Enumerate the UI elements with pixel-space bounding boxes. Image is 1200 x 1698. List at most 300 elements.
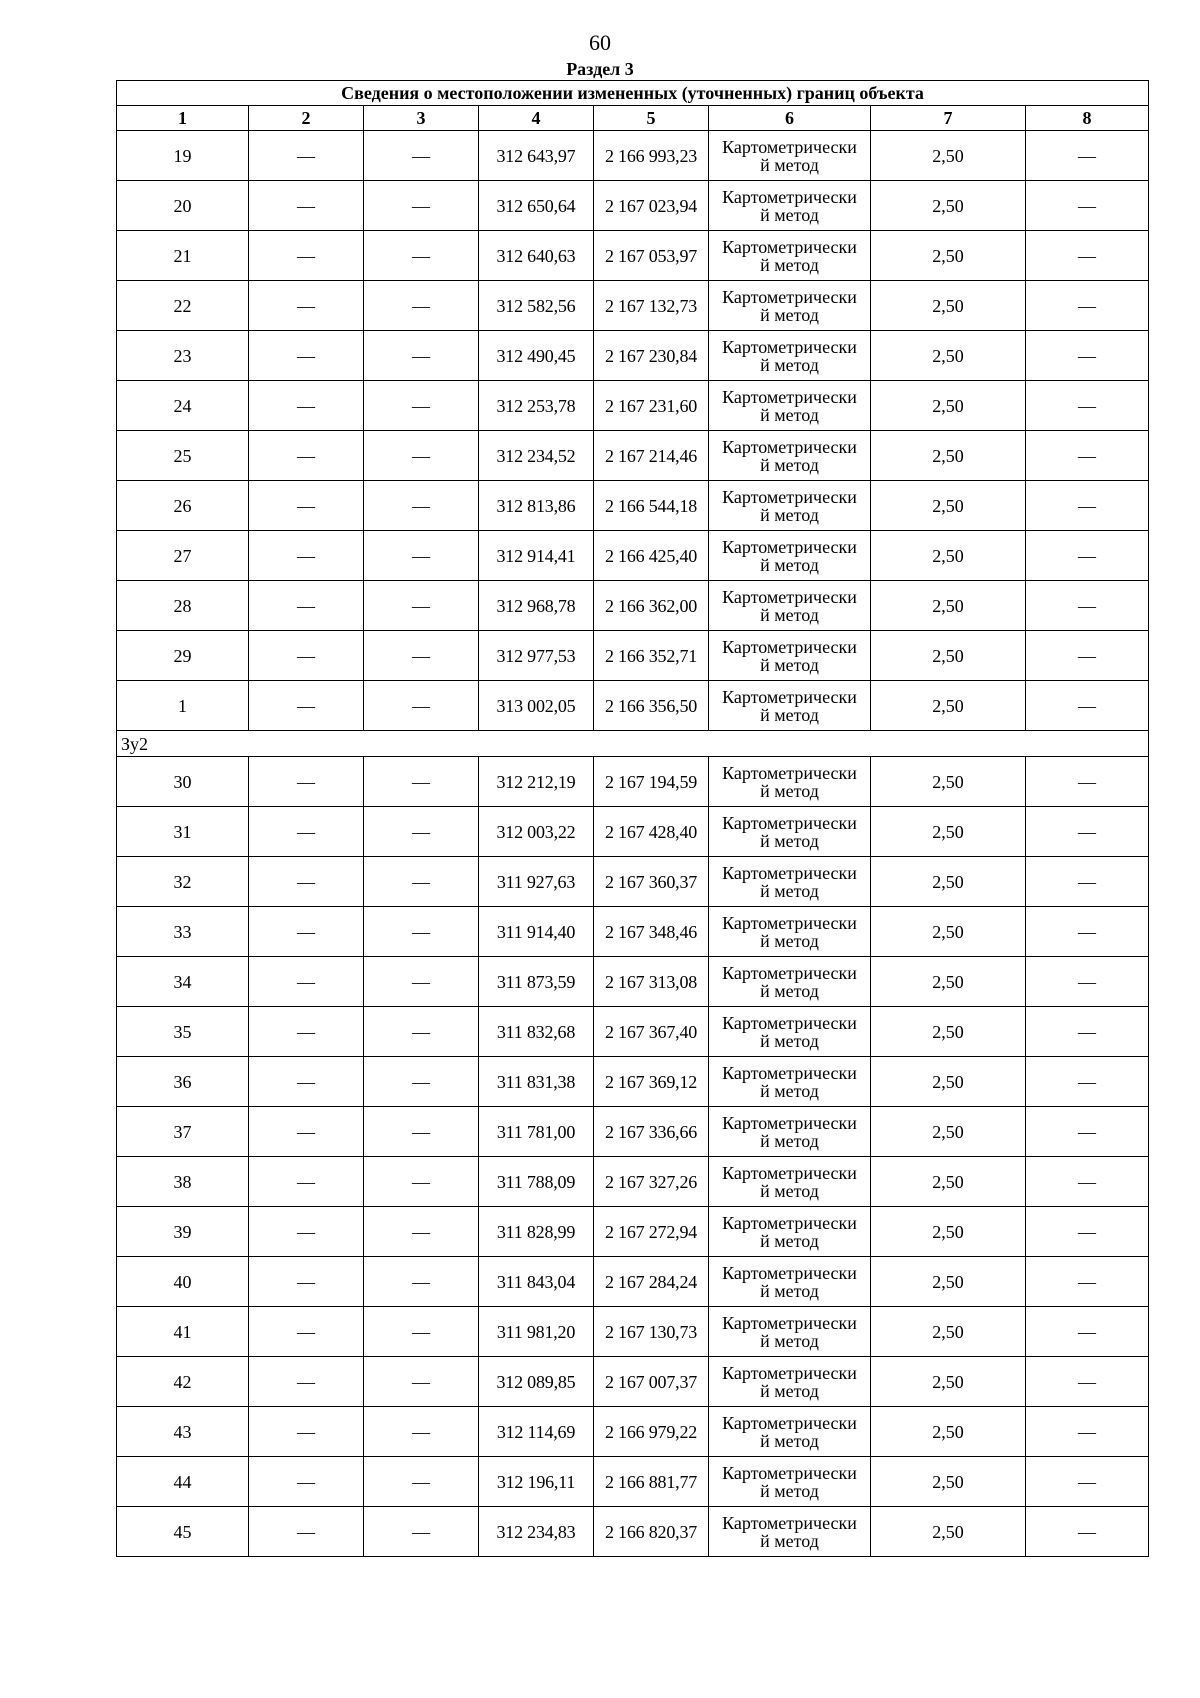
method-text-line1: Картометрически bbox=[722, 1512, 857, 1533]
empty-dash-cell: — bbox=[1026, 231, 1149, 281]
method-text-line1: Картометрически bbox=[722, 486, 857, 507]
empty-dash-cell: — bbox=[249, 431, 364, 481]
y-coordinate-cell: 2 166 979,22 bbox=[594, 1407, 709, 1457]
x-coordinate-cell: 312 003,22 bbox=[479, 807, 594, 857]
y-coordinate-cell: 2 166 352,71 bbox=[594, 631, 709, 681]
method-text-line1: Картометрически bbox=[722, 136, 857, 157]
method-cell bbox=[709, 231, 871, 281]
method-text-line2: й метод bbox=[760, 880, 819, 901]
empty-dash-cell: — bbox=[364, 131, 479, 181]
x-coordinate-cell: 311 873,59 bbox=[479, 957, 594, 1007]
empty-dash-cell: — bbox=[364, 431, 479, 481]
accuracy-cell: 2,50 bbox=[871, 331, 1026, 381]
method-cell bbox=[709, 131, 871, 181]
group-label-row bbox=[117, 731, 1149, 757]
y-coordinate-cell: 2 167 230,84 bbox=[594, 331, 709, 381]
point-number-cell: 20 bbox=[117, 181, 249, 231]
y-coordinate-cell: 2 167 194,59 bbox=[594, 757, 709, 807]
method-cell bbox=[709, 181, 871, 231]
empty-dash-cell: — bbox=[1026, 1107, 1149, 1157]
empty-dash-cell: — bbox=[249, 1057, 364, 1107]
method-text-line2: й метод bbox=[760, 154, 819, 175]
y-coordinate-cell: 2 167 053,97 bbox=[594, 231, 709, 281]
empty-dash-cell: — bbox=[364, 581, 479, 631]
empty-dash-cell: — bbox=[1026, 1307, 1149, 1357]
method-cell bbox=[709, 907, 871, 957]
method-cell bbox=[709, 857, 871, 907]
y-coordinate-cell: 2 166 993,23 bbox=[594, 131, 709, 181]
empty-dash-cell: — bbox=[364, 181, 479, 231]
empty-dash-cell: — bbox=[1026, 1407, 1149, 1457]
method-cell bbox=[709, 1407, 871, 1457]
table-row bbox=[117, 1357, 1149, 1407]
empty-dash-cell: — bbox=[364, 857, 479, 907]
method-text-line2: й метод bbox=[760, 704, 819, 725]
method-text-line1: Картометрически bbox=[722, 1262, 857, 1283]
method-text-line2: й метод bbox=[760, 830, 819, 851]
table-caption: Сведения о местоположении измененных (уточненных) границ объекта bbox=[117, 81, 1149, 106]
method-text-line1: Картометрически bbox=[722, 1412, 857, 1433]
x-coordinate-cell: 312 196,11 bbox=[479, 1457, 594, 1507]
empty-dash-cell: — bbox=[364, 1307, 479, 1357]
empty-dash-cell: — bbox=[364, 1357, 479, 1407]
empty-dash-cell: — bbox=[249, 381, 364, 431]
empty-dash-cell: — bbox=[249, 1357, 364, 1407]
column-header: 5 bbox=[594, 106, 709, 131]
method-cell bbox=[709, 631, 871, 681]
empty-dash-cell: — bbox=[364, 757, 479, 807]
table-row bbox=[117, 1107, 1149, 1157]
column-header-row bbox=[117, 106, 1149, 131]
table-body bbox=[117, 81, 1149, 1557]
point-number-cell: 24 bbox=[117, 381, 249, 431]
point-number-cell: 32 bbox=[117, 857, 249, 907]
method-text-line1: Картометрически bbox=[722, 1362, 857, 1383]
accuracy-cell: 2,50 bbox=[871, 1107, 1026, 1157]
point-number-cell: 42 bbox=[117, 1357, 249, 1407]
method-text-line1: Картометрически bbox=[722, 536, 857, 557]
method-cell bbox=[709, 1357, 871, 1407]
empty-dash-cell: — bbox=[1026, 1257, 1149, 1307]
table-row bbox=[117, 1007, 1149, 1057]
method-cell bbox=[709, 1057, 871, 1107]
y-coordinate-cell: 2 167 428,40 bbox=[594, 807, 709, 857]
method-cell bbox=[709, 1507, 871, 1557]
empty-dash-cell: — bbox=[1026, 1157, 1149, 1207]
boundary-table bbox=[116, 80, 1149, 1557]
accuracy-cell: 2,50 bbox=[871, 1357, 1026, 1407]
empty-dash-cell: — bbox=[364, 1207, 479, 1257]
empty-dash-cell: — bbox=[1026, 381, 1149, 431]
accuracy-cell: 2,50 bbox=[871, 231, 1026, 281]
x-coordinate-cell: 312 914,41 bbox=[479, 531, 594, 581]
accuracy-cell: 2,50 bbox=[871, 1007, 1026, 1057]
accuracy-cell: 2,50 bbox=[871, 581, 1026, 631]
empty-dash-cell: — bbox=[364, 531, 479, 581]
y-coordinate-cell: 2 166 425,40 bbox=[594, 531, 709, 581]
empty-dash-cell: — bbox=[1026, 681, 1149, 731]
x-coordinate-cell: 312 490,45 bbox=[479, 331, 594, 381]
point-number-cell: 30 bbox=[117, 757, 249, 807]
method-cell bbox=[709, 281, 871, 331]
empty-dash-cell: — bbox=[1026, 181, 1149, 231]
empty-dash-cell: — bbox=[249, 1207, 364, 1257]
empty-dash-cell: — bbox=[249, 331, 364, 381]
point-number-cell: 37 bbox=[117, 1107, 249, 1157]
method-text-line1: Картометрически bbox=[722, 762, 857, 783]
accuracy-cell: 2,50 bbox=[871, 381, 1026, 431]
table-row bbox=[117, 1407, 1149, 1457]
empty-dash-cell: — bbox=[249, 581, 364, 631]
point-number-cell: 27 bbox=[117, 531, 249, 581]
x-coordinate-cell: 312 813,86 bbox=[479, 481, 594, 531]
method-text-line1: Картометрически bbox=[722, 1162, 857, 1183]
point-number-cell: 45 bbox=[117, 1507, 249, 1557]
empty-dash-cell: — bbox=[249, 1257, 364, 1307]
x-coordinate-cell: 312 212,19 bbox=[479, 757, 594, 807]
method-text-line2: й метод bbox=[760, 404, 819, 425]
method-text-line2: й метод bbox=[760, 1230, 819, 1251]
x-coordinate-cell: 311 843,04 bbox=[479, 1257, 594, 1307]
accuracy-cell: 2,50 bbox=[871, 857, 1026, 907]
empty-dash-cell: — bbox=[364, 631, 479, 681]
method-text-line1: Картометрически bbox=[722, 336, 857, 357]
group-label: Зу2 bbox=[117, 731, 1149, 757]
accuracy-cell: 2,50 bbox=[871, 757, 1026, 807]
point-number-cell: 33 bbox=[117, 907, 249, 957]
x-coordinate-cell: 312 640,63 bbox=[479, 231, 594, 281]
accuracy-cell: 2,50 bbox=[871, 281, 1026, 331]
column-header: 3 bbox=[364, 106, 479, 131]
method-text-line2: й метод bbox=[760, 654, 819, 675]
empty-dash-cell: — bbox=[1026, 481, 1149, 531]
accuracy-cell: 2,50 bbox=[871, 1257, 1026, 1307]
empty-dash-cell: — bbox=[364, 957, 479, 1007]
table-row bbox=[117, 1507, 1149, 1557]
empty-dash-cell: — bbox=[1026, 131, 1149, 181]
method-cell bbox=[709, 1007, 871, 1057]
column-header: 8 bbox=[1026, 106, 1149, 131]
empty-dash-cell: — bbox=[249, 1007, 364, 1057]
empty-dash-cell: — bbox=[249, 631, 364, 681]
empty-dash-cell: — bbox=[1026, 957, 1149, 1007]
method-text-line1: Картометрически bbox=[722, 286, 857, 307]
accuracy-cell: 2,50 bbox=[871, 907, 1026, 957]
method-text-line2: й метод bbox=[760, 930, 819, 951]
empty-dash-cell: — bbox=[364, 1107, 479, 1157]
method-text-line1: Картометрически bbox=[722, 912, 857, 933]
table-row bbox=[117, 1457, 1149, 1507]
table-row bbox=[117, 757, 1149, 807]
method-text-line1: Картометрически bbox=[722, 1012, 857, 1033]
empty-dash-cell: — bbox=[249, 857, 364, 907]
column-header: 4 bbox=[479, 106, 594, 131]
y-coordinate-cell: 2 167 313,08 bbox=[594, 957, 709, 1007]
y-coordinate-cell: 2 167 284,24 bbox=[594, 1257, 709, 1307]
point-number-cell: 29 bbox=[117, 631, 249, 681]
empty-dash-cell: — bbox=[1026, 581, 1149, 631]
method-text-line2: й метод bbox=[760, 1180, 819, 1201]
method-text-line1: Картометрически bbox=[722, 436, 857, 457]
method-cell bbox=[709, 757, 871, 807]
x-coordinate-cell: 311 781,00 bbox=[479, 1107, 594, 1157]
y-coordinate-cell: 2 166 544,18 bbox=[594, 481, 709, 531]
empty-dash-cell: — bbox=[249, 1407, 364, 1457]
table-row bbox=[117, 807, 1149, 857]
empty-dash-cell: — bbox=[249, 231, 364, 281]
point-number-cell: 21 bbox=[117, 231, 249, 281]
x-coordinate-cell: 312 253,78 bbox=[479, 381, 594, 431]
method-cell bbox=[709, 431, 871, 481]
column-header: 1 bbox=[117, 106, 249, 131]
table-row bbox=[117, 381, 1149, 431]
y-coordinate-cell: 2 167 367,40 bbox=[594, 1007, 709, 1057]
table-row bbox=[117, 331, 1149, 381]
column-header: 6 bbox=[709, 106, 871, 131]
method-text-line1: Картометрически bbox=[722, 1212, 857, 1233]
method-cell bbox=[709, 531, 871, 581]
method-cell bbox=[709, 331, 871, 381]
empty-dash-cell: — bbox=[1026, 807, 1149, 857]
empty-dash-cell: — bbox=[1026, 1207, 1149, 1257]
method-cell bbox=[709, 1107, 871, 1157]
empty-dash-cell: — bbox=[364, 1157, 479, 1207]
table-row bbox=[117, 1157, 1149, 1207]
x-coordinate-cell: 312 114,69 bbox=[479, 1407, 594, 1457]
method-text-line2: й метод bbox=[760, 1330, 819, 1351]
method-cell bbox=[709, 1457, 871, 1507]
empty-dash-cell: — bbox=[364, 381, 479, 431]
accuracy-cell: 2,50 bbox=[871, 431, 1026, 481]
method-text-line2: й метод bbox=[760, 1480, 819, 1501]
table-row bbox=[117, 281, 1149, 331]
method-cell bbox=[709, 957, 871, 1007]
method-text-line2: й метод bbox=[760, 204, 819, 225]
y-coordinate-cell: 2 167 272,94 bbox=[594, 1207, 709, 1257]
empty-dash-cell: — bbox=[364, 1257, 479, 1307]
x-coordinate-cell: 312 977,53 bbox=[479, 631, 594, 681]
empty-dash-cell: — bbox=[364, 1507, 479, 1557]
method-text-line1: Картометрически bbox=[722, 1312, 857, 1333]
method-cell bbox=[709, 807, 871, 857]
method-text-line2: й метод bbox=[760, 980, 819, 1001]
empty-dash-cell: — bbox=[249, 1157, 364, 1207]
method-cell bbox=[709, 681, 871, 731]
point-number-cell: 19 bbox=[117, 131, 249, 181]
x-coordinate-cell: 313 002,05 bbox=[479, 681, 594, 731]
accuracy-cell: 2,50 bbox=[871, 1457, 1026, 1507]
empty-dash-cell: — bbox=[364, 231, 479, 281]
x-coordinate-cell: 311 914,40 bbox=[479, 907, 594, 957]
empty-dash-cell: — bbox=[1026, 757, 1149, 807]
method-text-line2: й метод bbox=[760, 454, 819, 475]
method-text-line1: Картометрически bbox=[722, 686, 857, 707]
method-text-line2: й метод bbox=[760, 1430, 819, 1451]
accuracy-cell: 2,50 bbox=[871, 631, 1026, 681]
point-number-cell: 26 bbox=[117, 481, 249, 531]
empty-dash-cell: — bbox=[1026, 331, 1149, 381]
empty-dash-cell: — bbox=[249, 481, 364, 531]
method-cell bbox=[709, 381, 871, 431]
point-number-cell: 44 bbox=[117, 1457, 249, 1507]
empty-dash-cell: — bbox=[364, 681, 479, 731]
table-row bbox=[117, 631, 1149, 681]
method-cell bbox=[709, 1207, 871, 1257]
empty-dash-cell: — bbox=[249, 281, 364, 331]
empty-dash-cell: — bbox=[364, 1407, 479, 1457]
method-cell bbox=[709, 1157, 871, 1207]
x-coordinate-cell: 311 981,20 bbox=[479, 1307, 594, 1357]
y-coordinate-cell: 2 166 820,37 bbox=[594, 1507, 709, 1557]
accuracy-cell: 2,50 bbox=[871, 531, 1026, 581]
method-text-line1: Картометрически bbox=[722, 386, 857, 407]
accuracy-cell: 2,50 bbox=[871, 1207, 1026, 1257]
y-coordinate-cell: 2 166 881,77 bbox=[594, 1457, 709, 1507]
point-number-cell: 38 bbox=[117, 1157, 249, 1207]
point-number-cell: 23 bbox=[117, 331, 249, 381]
y-coordinate-cell: 2 167 369,12 bbox=[594, 1057, 709, 1107]
x-coordinate-cell: 311 927,63 bbox=[479, 857, 594, 907]
method-text-line1: Картометрически bbox=[722, 236, 857, 257]
table-row bbox=[117, 131, 1149, 181]
empty-dash-cell: — bbox=[364, 331, 479, 381]
method-text-line1: Картометрически bbox=[722, 1112, 857, 1133]
table-row bbox=[117, 431, 1149, 481]
point-number-cell: 39 bbox=[117, 1207, 249, 1257]
table-row bbox=[117, 907, 1149, 957]
empty-dash-cell: — bbox=[249, 531, 364, 581]
empty-dash-cell: — bbox=[364, 807, 479, 857]
empty-dash-cell: — bbox=[249, 1507, 364, 1557]
empty-dash-cell: — bbox=[249, 957, 364, 1007]
method-text-line2: й метод bbox=[760, 604, 819, 625]
table-row bbox=[117, 581, 1149, 631]
accuracy-cell: 2,50 bbox=[871, 131, 1026, 181]
table-row bbox=[117, 531, 1149, 581]
x-coordinate-cell: 311 831,38 bbox=[479, 1057, 594, 1107]
method-text-line2: й метод bbox=[760, 1130, 819, 1151]
y-coordinate-cell: 2 167 360,37 bbox=[594, 857, 709, 907]
x-coordinate-cell: 312 650,64 bbox=[479, 181, 594, 231]
method-text-line1: Картометрически bbox=[722, 586, 857, 607]
point-number-cell: 40 bbox=[117, 1257, 249, 1307]
empty-dash-cell: — bbox=[1026, 631, 1149, 681]
accuracy-cell: 2,50 bbox=[871, 807, 1026, 857]
empty-dash-cell: — bbox=[1026, 431, 1149, 481]
accuracy-cell: 2,50 bbox=[871, 1157, 1026, 1207]
point-number-cell: 1 bbox=[117, 681, 249, 731]
x-coordinate-cell: 312 643,97 bbox=[479, 131, 594, 181]
method-text-line2: й метод bbox=[760, 1280, 819, 1301]
table-row bbox=[117, 957, 1149, 1007]
point-number-cell: 31 bbox=[117, 807, 249, 857]
x-coordinate-cell: 312 234,52 bbox=[479, 431, 594, 481]
empty-dash-cell: — bbox=[1026, 531, 1149, 581]
method-text-line1: Картометрически bbox=[722, 186, 857, 207]
method-text-line2: й метод bbox=[760, 254, 819, 275]
table-row bbox=[117, 181, 1149, 231]
method-text-line1: Картометрически bbox=[722, 962, 857, 983]
empty-dash-cell: — bbox=[249, 1457, 364, 1507]
point-number-cell: 34 bbox=[117, 957, 249, 1007]
point-number-cell: 28 bbox=[117, 581, 249, 631]
x-coordinate-cell: 312 234,83 bbox=[479, 1507, 594, 1557]
accuracy-cell: 2,50 bbox=[871, 1057, 1026, 1107]
table-row bbox=[117, 1307, 1149, 1357]
table-row bbox=[117, 857, 1149, 907]
method-cell bbox=[709, 581, 871, 631]
method-text-line2: й метод bbox=[760, 354, 819, 375]
column-header: 2 bbox=[249, 106, 364, 131]
empty-dash-cell: — bbox=[1026, 281, 1149, 331]
empty-dash-cell: — bbox=[1026, 1007, 1149, 1057]
method-text-line1: Картометрически bbox=[722, 636, 857, 657]
y-coordinate-cell: 2 166 362,00 bbox=[594, 581, 709, 631]
method-cell bbox=[709, 481, 871, 531]
empty-dash-cell: — bbox=[364, 481, 479, 531]
point-number-cell: 43 bbox=[117, 1407, 249, 1457]
section-title: Раздел 3 bbox=[566, 59, 634, 79]
empty-dash-cell: — bbox=[364, 1057, 479, 1107]
accuracy-cell: 2,50 bbox=[871, 1507, 1026, 1557]
x-coordinate-cell: 311 832,68 bbox=[479, 1007, 594, 1057]
point-number-cell: 22 bbox=[117, 281, 249, 331]
table-row bbox=[117, 231, 1149, 281]
x-coordinate-cell: 311 828,99 bbox=[479, 1207, 594, 1257]
x-coordinate-cell: 312 968,78 bbox=[479, 581, 594, 631]
accuracy-cell: 2,50 bbox=[871, 957, 1026, 1007]
table-row bbox=[117, 481, 1149, 531]
y-coordinate-cell: 2 167 023,94 bbox=[594, 181, 709, 231]
empty-dash-cell: — bbox=[249, 907, 364, 957]
accuracy-cell: 2,50 bbox=[871, 481, 1026, 531]
x-coordinate-cell: 311 788,09 bbox=[479, 1157, 594, 1207]
empty-dash-cell: — bbox=[1026, 907, 1149, 957]
empty-dash-cell: — bbox=[1026, 1357, 1149, 1407]
y-coordinate-cell: 2 167 214,46 bbox=[594, 431, 709, 481]
empty-dash-cell: — bbox=[249, 131, 364, 181]
empty-dash-cell: — bbox=[364, 907, 479, 957]
point-number-cell: 41 bbox=[117, 1307, 249, 1357]
empty-dash-cell: — bbox=[1026, 1507, 1149, 1557]
table-row bbox=[117, 681, 1149, 731]
empty-dash-cell: — bbox=[249, 757, 364, 807]
x-coordinate-cell: 312 582,56 bbox=[479, 281, 594, 331]
point-number-cell: 35 bbox=[117, 1007, 249, 1057]
y-coordinate-cell: 2 167 336,66 bbox=[594, 1107, 709, 1157]
empty-dash-cell: — bbox=[1026, 1457, 1149, 1507]
method-text-line1: Картометрически bbox=[722, 1462, 857, 1483]
y-coordinate-cell: 2 167 231,60 bbox=[594, 381, 709, 431]
method-text-line1: Картометрически bbox=[722, 812, 857, 833]
y-coordinate-cell: 2 167 132,73 bbox=[594, 281, 709, 331]
empty-dash-cell: — bbox=[249, 807, 364, 857]
page-number: 60 bbox=[589, 30, 611, 55]
y-coordinate-cell: 2 167 327,26 bbox=[594, 1157, 709, 1207]
method-text-line2: й метод bbox=[760, 1030, 819, 1051]
table-row bbox=[117, 1057, 1149, 1107]
method-text-line2: й метод bbox=[760, 554, 819, 575]
table-row bbox=[117, 1207, 1149, 1257]
y-coordinate-cell: 2 166 356,50 bbox=[594, 681, 709, 731]
method-text-line2: й метод bbox=[760, 304, 819, 325]
accuracy-cell: 2,50 bbox=[871, 1307, 1026, 1357]
empty-dash-cell: — bbox=[1026, 1057, 1149, 1107]
accuracy-cell: 2,50 bbox=[871, 1407, 1026, 1457]
method-text-line2: й метод bbox=[760, 1080, 819, 1101]
empty-dash-cell: — bbox=[249, 1107, 364, 1157]
y-coordinate-cell: 2 167 007,37 bbox=[594, 1357, 709, 1407]
